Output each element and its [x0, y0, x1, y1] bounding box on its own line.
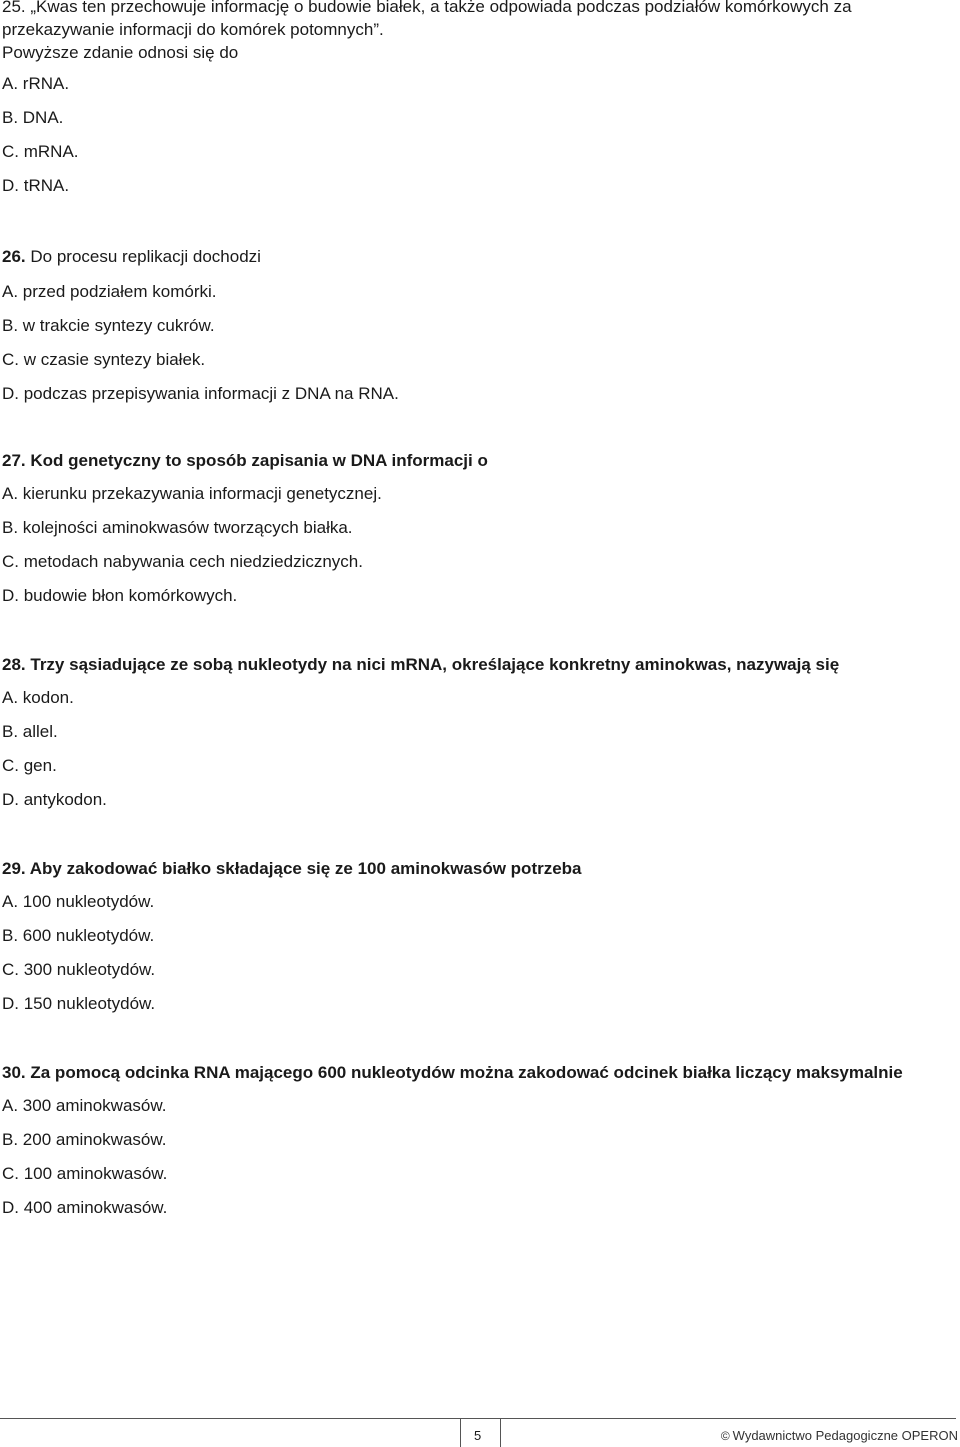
answer-option: C. w czasie syntezy białek.	[2, 350, 206, 369]
answer-option: A. kierunku przekazywania informacji genetycznej.	[2, 484, 382, 503]
answer-option: C. 300 nukleotydów.	[2, 960, 156, 979]
answer-option: B. 600 nukleotydów.	[2, 926, 155, 945]
question-stem	[2, 449, 957, 472]
answers-29	[2, 885, 957, 1021]
question-text: Za pomocą odcinka RNA mającego 600 nukleotydów można zakodować odcinek białka liczący maksymalnie	[30, 1063, 903, 1082]
question-30	[2, 1061, 957, 1084]
answer-option: A. przed podziałem komórki.	[2, 282, 217, 301]
question-stem	[2, 653, 957, 676]
question-26	[2, 245, 957, 268]
question-text: Do procesu replikacji dochodzi	[30, 247, 261, 266]
question-stem	[2, 245, 957, 268]
question-number: 26.	[2, 247, 26, 266]
answer-option: C. metodach nabywania cech niedziedzicznych.	[2, 552, 363, 571]
question-29	[2, 857, 957, 880]
answer-option: D. tRNA.	[2, 176, 70, 195]
question-25	[2, 0, 957, 64]
answer-option: D. podczas przepisywania informacji z DNA na RNA.	[2, 384, 399, 403]
answer-option: A. 100 nukleotydów.	[2, 892, 155, 911]
answers-28	[2, 681, 957, 817]
footer-divider-right	[500, 1418, 501, 1447]
answer-option: C. mRNA.	[2, 142, 79, 161]
question-28	[2, 653, 957, 676]
answer-option: A. kodon.	[2, 688, 74, 707]
publisher-credit	[721, 1428, 958, 1443]
question-text: Trzy sąsiadujące ze sobą nukleotydy na nici mRNA, określające konkretny aminokwas, nazywają się	[30, 655, 840, 674]
answer-option: D. budowie błon komórkowych.	[2, 586, 238, 605]
question-stem-line: 25. „Kwas ten przechowuje informację o budowie białek, a także odpowiada podczas podziałów komórkowych za	[2, 0, 852, 16]
question-stem	[2, 857, 957, 880]
answer-option: D. antykodon.	[2, 790, 107, 809]
answer-option: D. 150 nukleotydów.	[2, 994, 156, 1013]
answer-option: B. w trakcie syntezy cukrów.	[2, 316, 215, 335]
footer-divider-left	[460, 1418, 461, 1447]
answers-25	[2, 67, 957, 203]
answer-option: C. gen.	[2, 756, 57, 775]
answer-option: A. 300 aminokwasów.	[2, 1096, 167, 1115]
question-number: 30.	[2, 1063, 26, 1082]
question-27	[2, 449, 957, 472]
question-stem	[2, 1061, 957, 1084]
page-footer	[0, 1418, 960, 1447]
publisher-name: Wydawnictwo Pedagogiczne OPERON	[732, 1428, 958, 1443]
answer-option: B. kolejności aminokwasów tworzących białka.	[2, 518, 353, 537]
page-number: 5	[474, 1428, 482, 1443]
answer-option: C. 100 aminokwasów.	[2, 1164, 168, 1183]
answers-26	[2, 275, 957, 411]
answer-option: B. DNA.	[2, 108, 64, 127]
answer-option: B. allel.	[2, 722, 58, 741]
question-text: Aby zakodować białko składające się ze 100 aminokwasów potrzeba	[29, 859, 582, 878]
question-stem-line: Powyższe zdanie odnosi się do	[2, 43, 239, 62]
question-number: 27.	[2, 451, 26, 470]
question-stem-line: przekazywanie informacji do komórek potomnych”.	[2, 20, 384, 39]
answer-option: B. 200 aminokwasów.	[2, 1130, 167, 1149]
answer-option: A. rRNA.	[2, 74, 70, 93]
question-number: 28.	[2, 655, 26, 674]
answers-27	[2, 477, 957, 613]
question-number: 29.	[2, 859, 26, 878]
answer-option: D. 400 aminokwasów.	[2, 1198, 168, 1217]
answers-30	[2, 1089, 957, 1225]
question-text: Kod genetyczny to sposób zapisania w DNA informacji o	[30, 451, 488, 470]
copyright-icon: ©	[720, 1429, 730, 1443]
